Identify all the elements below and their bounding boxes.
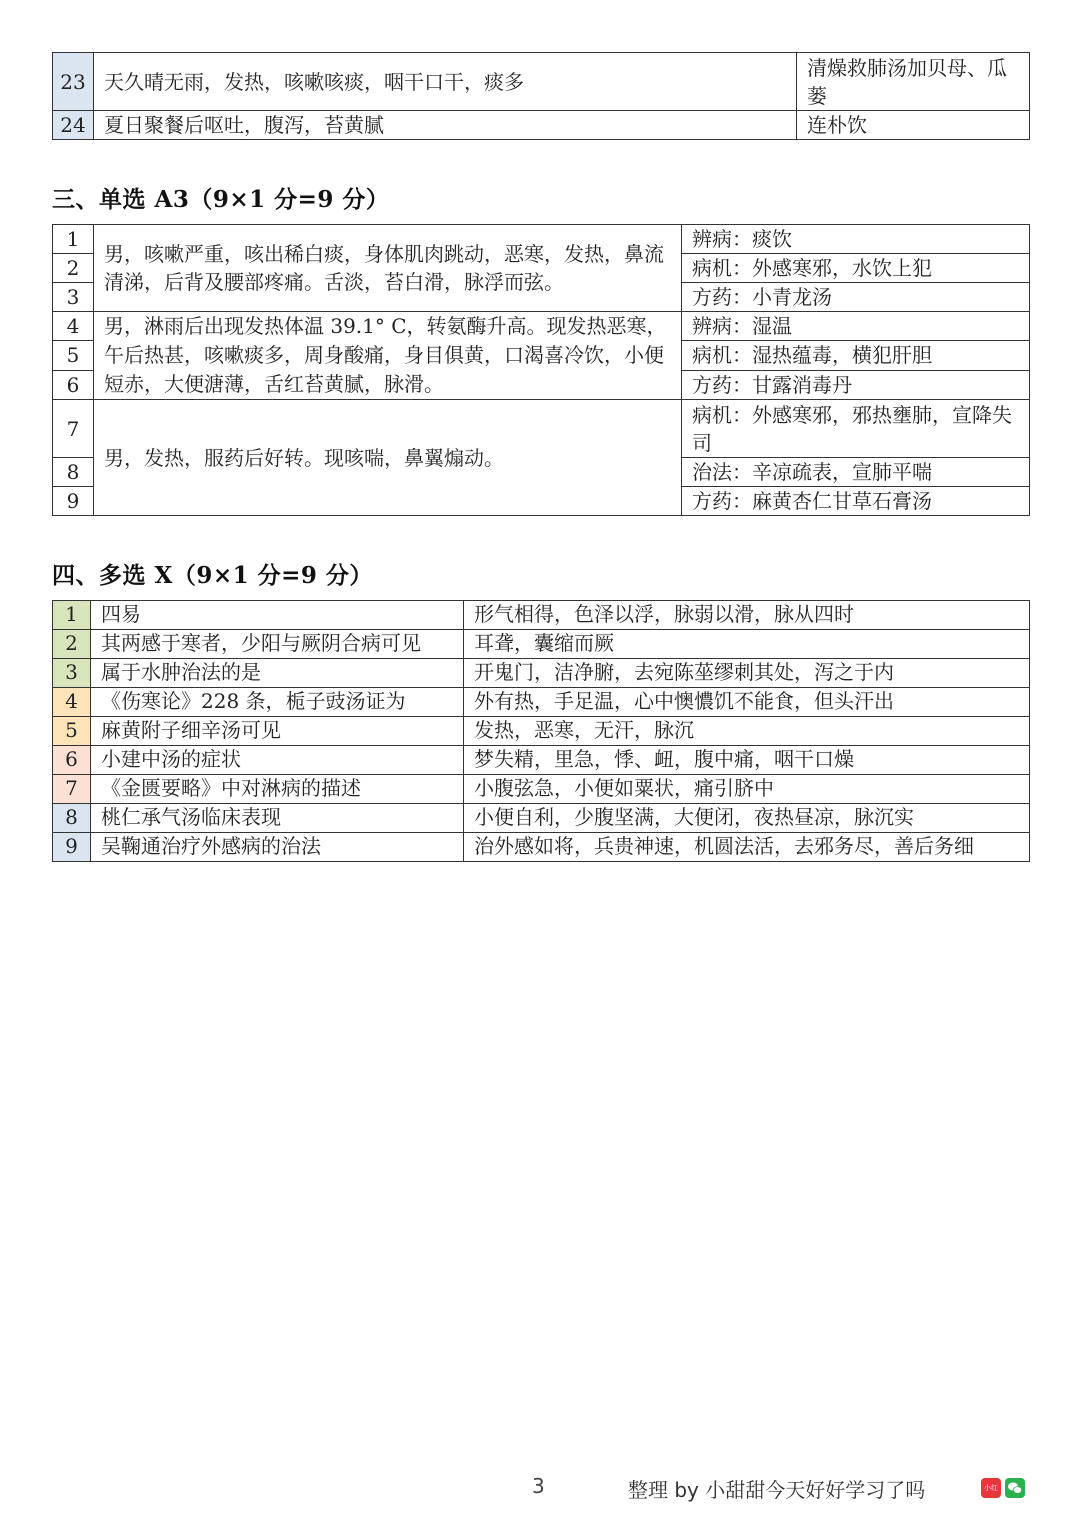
answer-cell: 发热，恶寒，无汗，脉沉 [464,717,1030,746]
question-number: 9 [53,833,91,862]
question-number: 3 [53,659,91,688]
answer-cell: 连朴饮 [797,111,1030,140]
answer-cell: 形气相得，色泽以浮，脉弱以滑，脉从四时 [464,601,1030,630]
question-cell: 属于水肿治法的是 [91,659,464,688]
question-cell: 小建中汤的症状 [91,746,464,775]
table-row [53,775,1030,804]
question-number: 4 [53,312,94,341]
question-cell: 吴鞠通治疗外感病的治法 [91,833,464,862]
page-number: 3 [532,1474,545,1498]
question-cell: 其两感于寒者，少阳与厥阴合病可见 [91,630,464,659]
question-number: 9 [53,487,94,516]
answer-cell: 辨病：痰饮 [682,225,1030,254]
question-cell: 四易 [91,601,464,630]
table-row [53,804,1030,833]
question-cell: 《伤寒论》228 条，栀子豉汤证为 [91,688,464,717]
question-number: 1 [53,601,91,630]
question-number: 2 [53,254,94,283]
multiple-choice-table [52,600,1030,862]
case-description: 男，咳嗽严重，咳出稀白痰，身体肌肉跳动，恶寒，发热，鼻流清涕，后背及腰部疼痛。舌淡，苔白滑，脉浮而弦。 [94,225,682,312]
question-cell: 《金匮要略》中对淋病的描述 [91,775,464,804]
question-number: 5 [53,717,91,746]
answer-cell: 梦失精，里急，悸、衄，腹中痛，咽干口燥 [464,746,1030,775]
symptom-cell: 天久晴无雨，发热，咳嗽咳痰，咽干口干，痰多 [94,53,797,111]
table-row [53,688,1030,717]
question-cell: 麻黄附子细辛汤可见 [91,717,464,746]
table-row [53,833,1030,862]
question-number: 8 [53,458,94,487]
answer-cell: 病机：外感寒邪，水饮上犯 [682,254,1030,283]
section-title-multiple-choice: 四、多选 X（9×1 分=9 分） [52,562,373,589]
table-row [53,746,1030,775]
question-number: 7 [53,400,94,458]
answer-cell: 病机：外感寒邪，邪热壅肺，宣降失司 [682,400,1030,458]
row-number: 23 [53,53,94,111]
footer-credit: 整理 by 小甜甜今天好好学习了吗 [628,1478,926,1502]
table-row [53,717,1030,746]
question-number: 5 [53,341,94,370]
answer-cell: 小便自利，少腹坚满，大便闭，夜热昼凉，脉沉实 [464,804,1030,833]
answer-cell: 外有热，手足温，心中懊憹饥不能食，但头汗出 [464,688,1030,717]
symptom-cell: 夏日聚餐后呕吐，腹泻，苔黄腻 [94,111,797,140]
row-number: 24 [53,111,94,140]
case-description: 男，淋雨后出现发热体温 39.1° C，转氨酶升高。现发热恶寒，午后热甚，咳嗽痰多，周身酸痛，身目俱黄，口渴喜冷饮，小便短赤，大便溏薄，舌红苔黄腻，脉滑。 [94,312,682,400]
answer-cell: 方药：麻黄杏仁甘草石膏汤 [682,487,1030,516]
single-choice-table [52,224,1030,516]
question-number: 2 [53,630,91,659]
section-title-single-choice: 三、单选 A3（9×1 分=9 分） [52,186,390,213]
top-table [52,52,1030,140]
table-row [53,601,1030,630]
question-number: 3 [53,283,94,312]
table-row [53,53,1030,111]
table-row [53,312,1030,341]
answer-cell: 小腹弦急，小便如粟状，痛引脐中 [464,775,1030,804]
answer-cell: 方药：小青龙汤 [682,283,1030,312]
question-number: 4 [53,688,91,717]
table-row [53,400,1030,458]
question-cell: 桃仁承气汤临床表现 [91,804,464,833]
question-number: 6 [53,746,91,775]
answer-cell: 辨病：湿温 [682,312,1030,341]
answer-cell: 清燥救肺汤加贝母、瓜蒌 [797,53,1030,111]
answer-cell: 耳聋，囊缩而厥 [464,630,1030,659]
answer-cell: 治法：辛凉疏表，宣肺平喘 [682,458,1030,487]
table-row [53,659,1030,688]
xiaohongshu-icon [981,1478,1001,1512]
case-description: 男，发热，服药后好转。现咳喘，鼻翼煽动。 [94,400,682,516]
question-number: 8 [53,804,91,833]
table-row [53,225,1030,254]
answer-cell: 病机：湿热蕴毒，横犯肝胆 [682,341,1030,370]
answer-cell: 方药：甘露消毒丹 [682,370,1030,399]
xiaohongshu-logo-text: 小红书 [984,1484,998,1512]
table-row [53,630,1030,659]
answer-cell: 开鬼门，洁净腑，去宛陈莝缪刺其处，泻之于内 [464,659,1030,688]
answer-cell: 治外感如将，兵贵神速，机圆法活，去邪务尽，善后务细 [464,833,1030,862]
question-number: 6 [53,370,94,399]
question-number: 7 [53,775,91,804]
wechat-icon [1005,1478,1025,1498]
question-number: 1 [53,225,94,254]
table-row [53,111,1030,140]
